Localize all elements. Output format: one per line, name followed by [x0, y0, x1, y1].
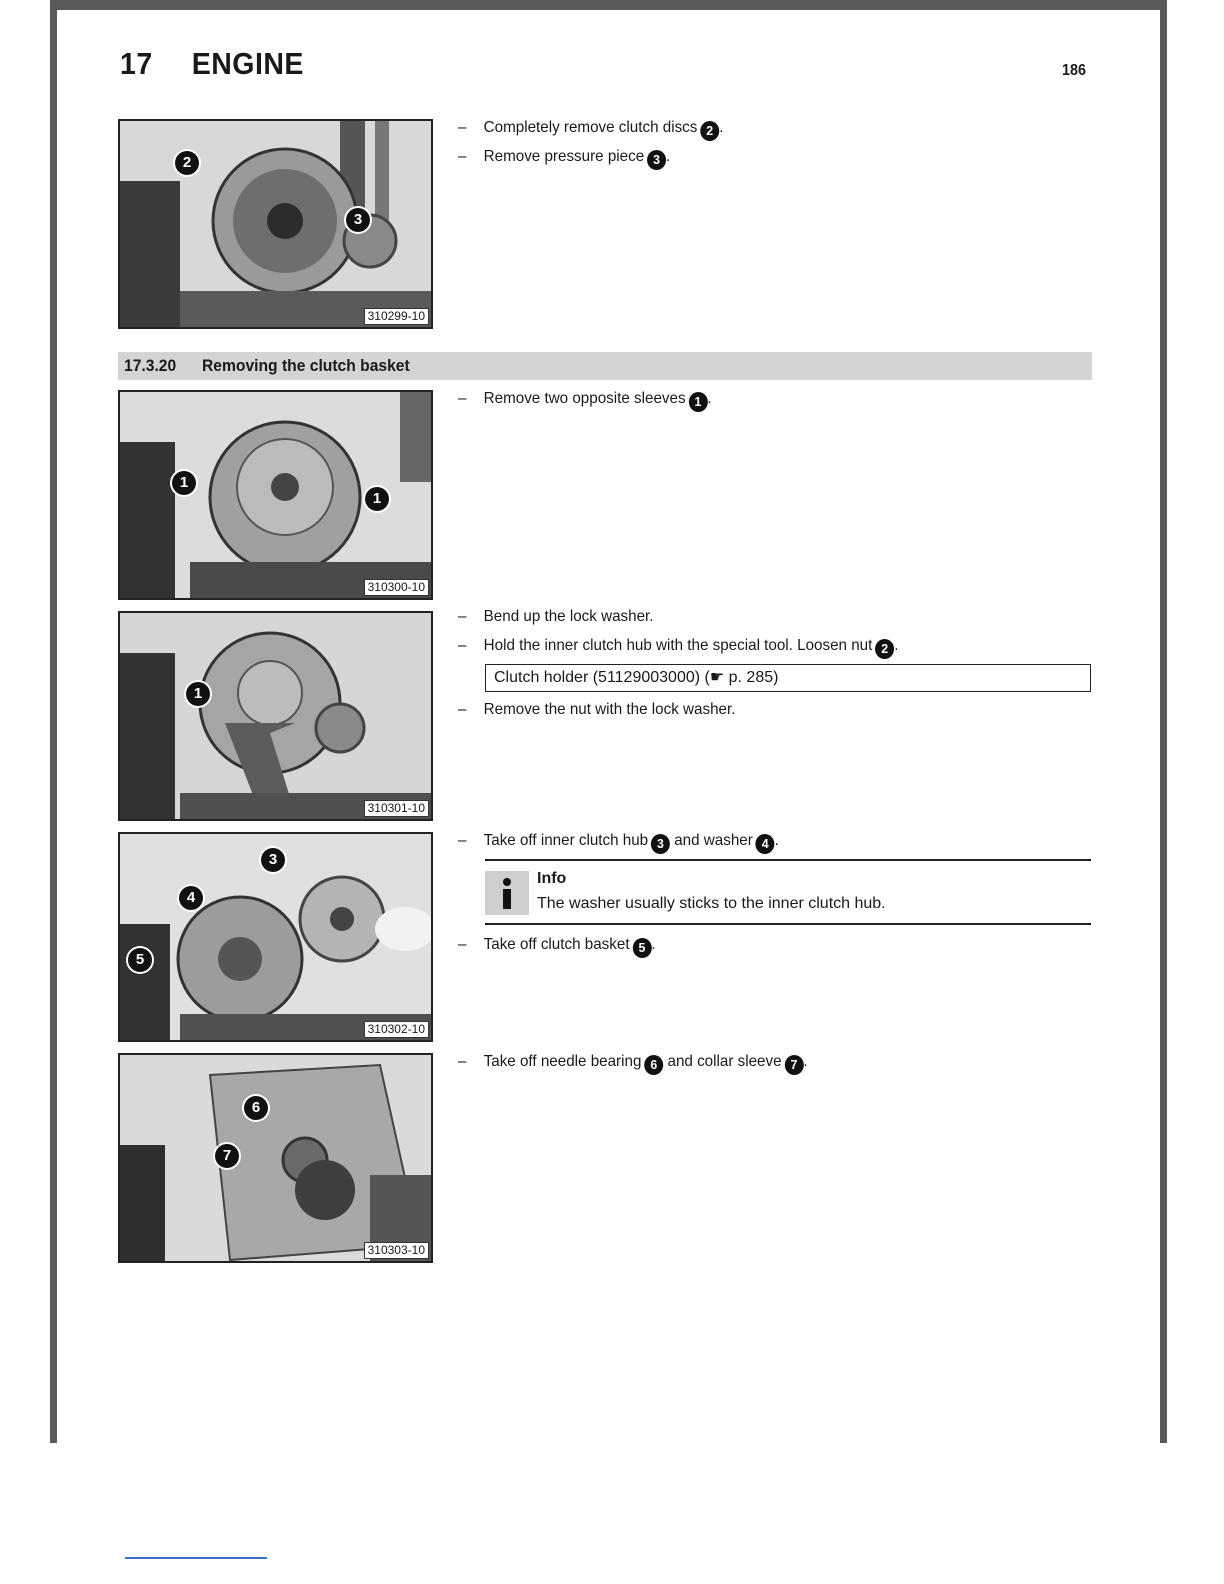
chapter-title: ENGINE — [191, 46, 304, 81]
step-marker: 7 — [784, 1055, 803, 1075]
step-dash: – — [458, 390, 467, 407]
photo-code: 310303-10 — [364, 1242, 429, 1259]
marker-badge: 3 — [261, 848, 285, 872]
marker-badge: 6 — [244, 1096, 268, 1120]
step-text: Take off inner clutch hub — [483, 832, 649, 849]
step-remove-sleeves — [458, 389, 712, 412]
marker-badge: 3 — [346, 208, 370, 232]
step-dash: – — [458, 832, 467, 849]
photo-code: 310300-10 — [364, 579, 429, 596]
page-frame-right — [1160, 0, 1167, 1443]
step-remove-nut — [458, 700, 735, 720]
step-end: . — [894, 637, 899, 654]
step-take-off-clutch-basket — [458, 935, 656, 958]
info-text: The washer usually sticks to the inner clutch hub. — [537, 895, 886, 912]
step-end: . — [719, 119, 724, 136]
page-number: 186 — [1062, 62, 1087, 79]
page-frame-left — [50, 0, 57, 1443]
chapter-heading — [120, 46, 304, 82]
step-text: Bend up the lock washer. — [483, 608, 654, 625]
step-end: . — [803, 1053, 808, 1070]
step-marker: 1 — [688, 392, 707, 412]
marker-badge: 7 — [215, 1144, 239, 1168]
step-text: Remove the nut with the lock washer. — [483, 701, 736, 718]
chapter-number: 17 — [120, 46, 153, 81]
step-end: . — [666, 148, 671, 165]
info-box — [485, 859, 1091, 925]
marker-badge: 1 — [186, 682, 210, 706]
section-title: Removing the clutch basket — [202, 356, 410, 375]
info-icon — [485, 871, 529, 915]
photo-needle-bearing — [118, 1053, 433, 1263]
engine-photo-illustration — [120, 1055, 433, 1263]
step-marker: 3 — [647, 150, 666, 170]
step-bend-lock-washer — [458, 607, 653, 627]
marker-badge: 1 — [365, 487, 389, 511]
step-marker: 3 — [651, 834, 670, 854]
step-dash: – — [458, 119, 467, 136]
step-text: Remove two opposite sleeves — [483, 390, 686, 407]
marker-badge: 5 — [128, 948, 152, 972]
photo-loosen-nut — [118, 611, 433, 821]
step-marker: 2 — [700, 121, 719, 141]
step-dash: – — [458, 1053, 467, 1070]
section-number: 17.3.20 — [124, 356, 177, 375]
step-marker: 6 — [644, 1055, 663, 1075]
step-text: Take off needle bearing — [483, 1053, 642, 1070]
link-underline[interactable] — [125, 1557, 267, 1559]
step-dash: – — [458, 936, 467, 953]
step-text: Remove pressure piece — [483, 148, 645, 165]
step-remove-clutch-discs — [458, 118, 723, 141]
step-text: Hold the inner clutch hub with the special tool. Loosen nut — [483, 637, 873, 654]
step-text: Take off clutch basket — [483, 936, 630, 953]
page-frame-top — [50, 0, 1167, 10]
info-title: Info — [537, 870, 567, 887]
step-end: . — [707, 390, 712, 407]
marker-badge: 2 — [175, 151, 199, 175]
photo-sleeves — [118, 390, 433, 600]
photo-clutch-discs — [118, 119, 433, 329]
step-end: . — [774, 832, 779, 849]
step-text: Completely remove clutch discs — [483, 119, 698, 136]
step-marker: 4 — [756, 834, 775, 854]
marker-badge: 1 — [172, 471, 196, 495]
step-marker: 2 — [875, 639, 894, 659]
photo-code: 310302-10 — [364, 1021, 429, 1038]
photo-code: 310299-10 — [364, 308, 429, 325]
step-dash: – — [458, 701, 467, 718]
section-heading — [118, 352, 1092, 380]
marker-badge: 4 — [179, 886, 203, 910]
step-dash: – — [458, 637, 467, 654]
photo-inner-hub — [118, 832, 433, 1042]
step-loosen-nut — [458, 636, 898, 659]
step-dash: – — [458, 608, 467, 625]
step-marker: 5 — [632, 938, 651, 958]
special-tool-box: Clutch holder (51129003000) (☛ p. 285) — [485, 664, 1091, 692]
step-end: . — [651, 936, 656, 953]
step-remove-pressure-piece — [458, 147, 670, 170]
step-take-off-inner-hub — [458, 831, 779, 854]
step-text-mid: and collar sleeve — [667, 1053, 782, 1070]
step-take-off-needle-bearing — [458, 1052, 808, 1075]
step-text-mid: and washer — [674, 832, 753, 849]
photo-code: 310301-10 — [364, 800, 429, 817]
engine-photo-illustration — [120, 613, 433, 821]
engine-photo-illustration — [120, 121, 433, 329]
step-dash: – — [458, 148, 467, 165]
